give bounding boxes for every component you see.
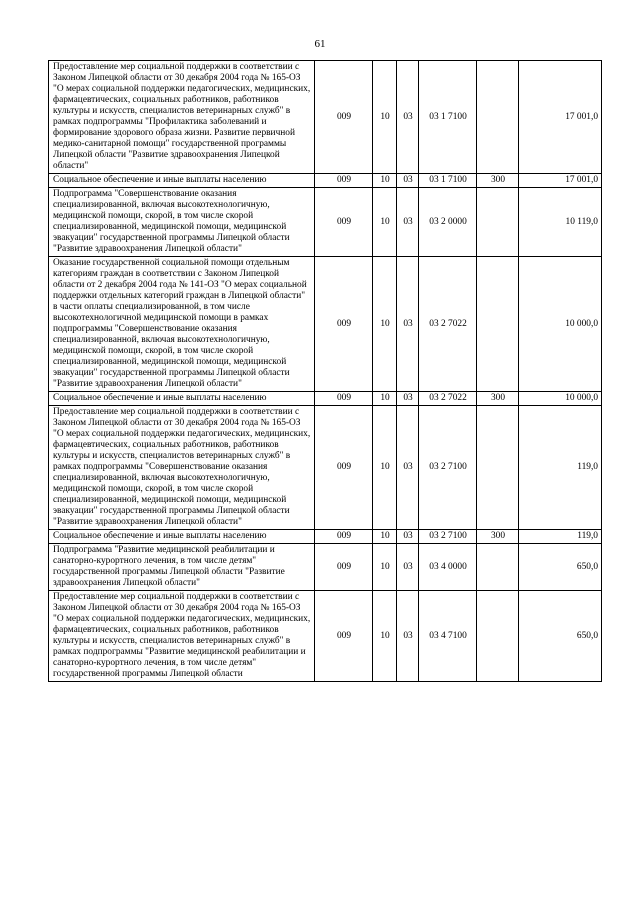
amount-cell: 119,0 xyxy=(519,406,602,530)
ministry-code-cell: 009 xyxy=(315,544,373,591)
target-article-cell: 03 1 7100 xyxy=(419,174,477,188)
section-code-cell: 10 xyxy=(373,174,397,188)
expense-type-cell xyxy=(477,591,519,682)
table-row xyxy=(49,544,602,591)
section-code-cell: 10 xyxy=(373,591,397,682)
amount-cell: 10 119,0 xyxy=(519,188,602,257)
expense-type-cell: 300 xyxy=(477,530,519,544)
expense-type-cell: 300 xyxy=(477,392,519,406)
row-name-cell: Предоставление мер социальной поддержки в соответствии с Законом Липецкой области от 30 декабря 2004 года № 165-ОЗ "О мерах социальной поддержки педагогических, медицинских, фармацевтических, социальных работников, работников культуры и искусств, специалистов ветеринарных служб" в рамках подпрограммы "Профилактика заболеваний и формирование здорового образа жизни. Развитие первичной медико-санитарной помощи" государственной программы Липецкой области "Развитие здравоохранения Липецкой области" xyxy=(49,61,315,174)
subsection-code-cell: 03 xyxy=(397,591,419,682)
section-code-cell: 10 xyxy=(373,61,397,174)
subsection-code-cell: 03 xyxy=(397,392,419,406)
target-article-cell: 03 2 7100 xyxy=(419,406,477,530)
budget-table-body xyxy=(49,61,602,682)
row-name-cell: Подпрограмма "Совершенствование оказания специализированной, включая высокотехнологичную, медицинской помощи, скорой, в том числе скорой специализированной, медицинской помощи, медицинской эвакуации" государственной программы Липецкой области "Развитие здравоохранения Липецкой области" xyxy=(49,188,315,257)
amount-cell: 119,0 xyxy=(519,530,602,544)
section-code-cell: 10 xyxy=(373,392,397,406)
section-code-cell: 10 xyxy=(373,188,397,257)
table-row xyxy=(49,188,602,257)
ministry-code-cell: 009 xyxy=(315,257,373,392)
expense-type-cell xyxy=(477,257,519,392)
row-name-cell: Социальное обеспечение и иные выплаты населению xyxy=(49,530,315,544)
amount-cell: 650,0 xyxy=(519,544,602,591)
row-name-cell: Предоставление мер социальной поддержки в соответствии с Законом Липецкой области от 30 декабря 2004 года № 165-ОЗ "О мерах социальной поддержки педагогических, медицинских, фармацевтических, социальных работников, работников культуры и искусств, специалистов ветеринарных служб" в рамках подпрограммы "Развитие медицинской реабилитации и санаторно-курортного лечения, в том числе детям" государственной программы Липецкой области xyxy=(49,591,315,682)
table-row xyxy=(49,257,602,392)
subsection-code-cell: 03 xyxy=(397,406,419,530)
row-name-cell: Оказание государственной социальной помощи отдельным категориям граждан в соответствии с Законом Липецкой области от 2 декабря 2004 года № 141-ОЗ "О мерах социальной поддержки отдельных категорий граждан в Липецкой области" в части оплаты специализированной, в том числе высокотехнологичной медицинской помощи в рамках подпрограммы "Совершенствование оказания специализированной, включая высокотехнологичную, медицинской помощи, скорой, в том числе скорой специализированной, медицинской помощи, медицинской эвакуации" государственной программы Липецкой области "Развитие здравоохранения Липецкой области" xyxy=(49,257,315,392)
budget-table xyxy=(48,60,602,682)
table-row xyxy=(49,406,602,530)
subsection-code-cell: 03 xyxy=(397,188,419,257)
expense-type-cell xyxy=(477,544,519,591)
table-row xyxy=(49,591,602,682)
ministry-code-cell: 009 xyxy=(315,392,373,406)
subsection-code-cell: 03 xyxy=(397,257,419,392)
section-code-cell: 10 xyxy=(373,530,397,544)
page-number: 61 xyxy=(314,38,326,50)
ministry-code-cell: 009 xyxy=(315,188,373,257)
section-code-cell: 10 xyxy=(373,544,397,591)
target-article-cell: 03 1 7100 xyxy=(419,61,477,174)
amount-cell: 17 001,0 xyxy=(519,61,602,174)
expense-type-cell: 300 xyxy=(477,174,519,188)
ministry-code-cell: 009 xyxy=(315,61,373,174)
ministry-code-cell: 009 xyxy=(315,406,373,530)
section-code-cell: 10 xyxy=(373,257,397,392)
target-article-cell: 03 2 0000 xyxy=(419,188,477,257)
table-row xyxy=(49,61,602,174)
subsection-code-cell: 03 xyxy=(397,61,419,174)
amount-cell: 10 000,0 xyxy=(519,392,602,406)
expense-type-cell xyxy=(477,188,519,257)
row-name-cell: Социальное обеспечение и иные выплаты населению xyxy=(49,174,315,188)
subsection-code-cell: 03 xyxy=(397,544,419,591)
target-article-cell: 03 4 0000 xyxy=(419,544,477,591)
ministry-code-cell: 009 xyxy=(315,591,373,682)
ministry-code-cell: 009 xyxy=(315,530,373,544)
expense-type-cell xyxy=(477,406,519,530)
target-article-cell: 03 2 7022 xyxy=(419,392,477,406)
subsection-code-cell: 03 xyxy=(397,530,419,544)
amount-cell: 650,0 xyxy=(519,591,602,682)
target-article-cell: 03 2 7022 xyxy=(419,257,477,392)
table-row xyxy=(49,174,602,188)
row-name-cell: Подпрограмма "Развитие медицинской реабилитации и санаторно-курортного лечения, в том числе детям" государственной программы Липецкой области "Развитие здравоохранения Липецкой области" xyxy=(49,544,315,591)
table-row xyxy=(49,530,602,544)
ministry-code-cell: 009 xyxy=(315,174,373,188)
target-article-cell: 03 4 7100 xyxy=(419,591,477,682)
row-name-cell: Предоставление мер социальной поддержки в соответствии с Законом Липецкой области от 30 декабря 2004 года № 165-ОЗ "О мерах социальной поддержки педагогических, медицинских, фармацевтических, социальных работников, работников культуры и искусств, специалистов ветеринарных служб" в рамках подпрограммы "Совершенствование оказания специализированной, включая высокотехнологичную, медицинской помощи, скорой, в том числе скорой специализированной, медицинской помощи, медицинской эвакуации" государственной программы Липецкой области "Развитие здравоохранения Липецкой области" xyxy=(49,406,315,530)
subsection-code-cell: 03 xyxy=(397,174,419,188)
target-article-cell: 03 2 7100 xyxy=(419,530,477,544)
expense-type-cell xyxy=(477,61,519,174)
row-name-cell: Социальное обеспечение и иные выплаты населению xyxy=(49,392,315,406)
table-row xyxy=(49,392,602,406)
section-code-cell: 10 xyxy=(373,406,397,530)
amount-cell: 17 001,0 xyxy=(519,174,602,188)
amount-cell: 10 000,0 xyxy=(519,257,602,392)
